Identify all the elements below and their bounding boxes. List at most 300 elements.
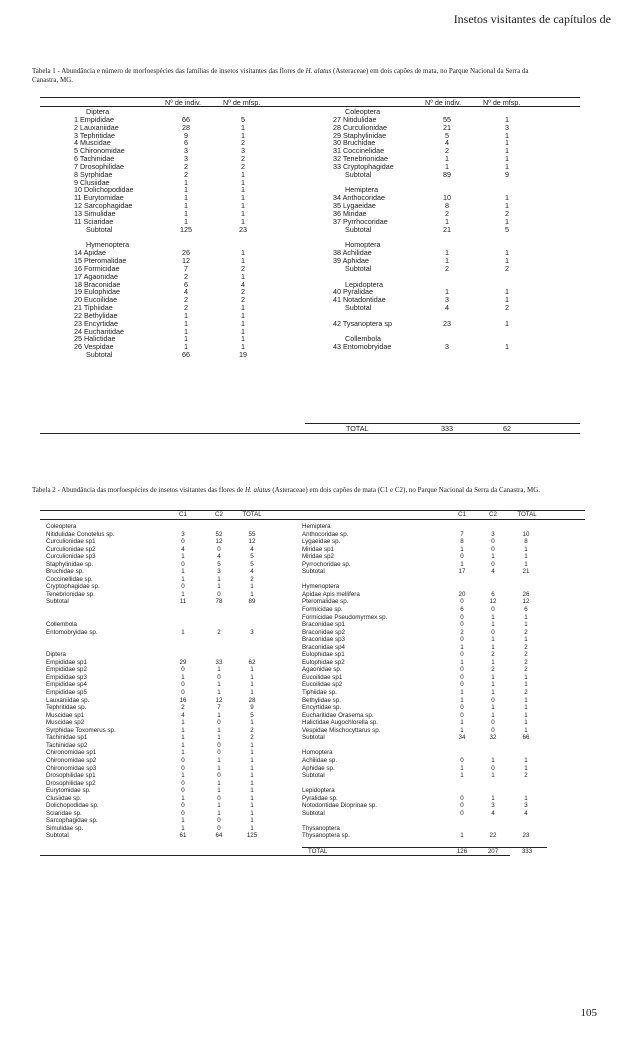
total-count: 1	[250, 809, 254, 817]
species-name: Entomobryidae sp.	[46, 628, 98, 636]
c2-count: 1	[217, 689, 221, 697]
table2-row	[46, 591, 276, 599]
table1-subtotal-row	[333, 304, 580, 312]
species-name: Nitidulidae Conotelus sp.	[46, 530, 115, 538]
individuals-count: 1	[184, 193, 188, 203]
morphospecies-count: 1	[241, 185, 245, 195]
c2-count: 1	[217, 764, 221, 772]
c2-count: 1	[217, 666, 221, 674]
individuals-count: 3	[445, 295, 449, 305]
table2-row	[46, 749, 276, 757]
table2-row	[46, 704, 276, 712]
total-count: 2	[250, 575, 254, 583]
table2-row	[302, 817, 585, 825]
species-name: Aphidae sp.	[302, 764, 335, 772]
c1-count: 2	[181, 704, 185, 712]
table2-row	[46, 795, 276, 803]
family-name: 43 Entomobryidae	[333, 342, 392, 352]
species-name: Collembola	[46, 621, 77, 629]
family-name: 31 Coccinelidae	[333, 146, 385, 156]
total-count: 5	[250, 560, 254, 568]
family-name: 1 Empididae	[74, 114, 114, 124]
species-name: Tephritidae sp.	[46, 704, 87, 712]
c2-count: 0	[217, 673, 221, 681]
species-name: Eucoilidae sp1	[302, 673, 343, 681]
individuals-count: 21	[443, 224, 451, 234]
table2-subtotal-row	[302, 734, 585, 742]
c1-count: 0	[460, 802, 464, 810]
table2-row	[302, 674, 585, 682]
morphospecies-count: 1	[241, 201, 245, 211]
morphospecies-count: 2	[505, 263, 509, 273]
species-name: Drosophilidae sp2	[46, 779, 96, 787]
morphospecies-count: 2	[241, 263, 245, 273]
individuals-count: 1	[445, 161, 449, 171]
individuals-count: 23	[443, 318, 451, 328]
table2-row	[302, 538, 585, 546]
table2-row	[302, 825, 585, 833]
c1-count: 1	[460, 689, 464, 697]
individuals-count: 1	[184, 342, 188, 352]
morphospecies-count: 1	[505, 130, 509, 140]
c2-count: 78	[215, 598, 223, 606]
c1-count: 1	[181, 553, 185, 561]
table2-row	[302, 681, 585, 689]
morphospecies-count: 1	[241, 334, 245, 344]
table2-row	[302, 651, 585, 659]
table2-row	[46, 666, 276, 674]
morphospecies-count: 1	[241, 303, 245, 313]
species-name: Simulidae sp.	[46, 824, 84, 832]
table2-row	[302, 802, 585, 810]
family-name: 17 Agaonidae	[74, 271, 118, 281]
c1-count: 0	[460, 704, 464, 712]
page-number: 105	[580, 1007, 597, 1019]
species-name: Drosophilidae sp1	[46, 772, 96, 780]
species-name: Apidae Apis mellifera	[302, 590, 360, 598]
family-name: 7 Drosophilidae	[74, 161, 124, 171]
individuals-count: 66	[182, 114, 190, 124]
table2-row	[302, 523, 585, 531]
species-name: Hymenoptera	[302, 583, 340, 591]
total-count: 4	[524, 809, 528, 817]
c1-count: 0	[181, 779, 185, 787]
species-name: Diptera	[46, 651, 66, 659]
species-name: Clusiidae sp.	[46, 794, 82, 802]
species-name: Empididae sp4	[46, 681, 87, 689]
total-count: 1	[250, 802, 254, 810]
individuals-count: 2	[184, 169, 188, 179]
family-name: 21 Tiphiidae	[74, 303, 113, 313]
c2-count: 2	[217, 628, 221, 636]
c1-count: 1	[181, 590, 185, 598]
c2-count: 1	[217, 711, 221, 719]
table1-caption-text-b: (Asteraceae) em dois capões de mata, no Parque Nacional da Serra da Canastra, MG.	[32, 67, 529, 84]
table2-row	[46, 727, 276, 735]
morphospecies-count: 2	[241, 138, 245, 148]
total-count: 1	[250, 749, 254, 757]
c1-count: 0	[181, 666, 185, 674]
individuals-count: 6	[184, 279, 188, 289]
table1-row	[333, 320, 580, 328]
table2-row	[302, 591, 585, 599]
table1-header-rule	[40, 106, 580, 107]
total-count: 1	[524, 764, 528, 772]
family-name: 11 Sciaridae	[74, 216, 114, 226]
table2-row	[302, 644, 585, 652]
table2-row	[302, 621, 585, 629]
table2-row	[302, 531, 585, 539]
individuals-count: 2	[445, 263, 449, 273]
total-count: 6	[524, 606, 528, 614]
table2-row	[46, 629, 276, 637]
table1-subtotal-row	[333, 171, 580, 179]
c2-count: 1	[217, 726, 221, 734]
table2-row	[46, 606, 276, 614]
c1-count: 17	[458, 568, 466, 576]
total-count: 10	[522, 530, 530, 538]
c2-count: 1	[217, 734, 221, 742]
table2-header-c1-right: C1	[458, 511, 466, 518]
table2-caption-text-b: (Asteraceae) em dois capões de mata (C1 e C2), no Parque Nacional da Serra da Canastra, MG.	[272, 486, 541, 494]
c2-count: 1	[491, 772, 495, 780]
table2-row	[46, 659, 276, 667]
morphospecies-count: 1	[505, 138, 509, 148]
c1-count: 1	[181, 726, 185, 734]
family-name: Subtotal	[345, 263, 372, 273]
family-name: 8 Syrphidae	[74, 169, 113, 179]
family-name: 3 Tephritidae	[74, 130, 116, 140]
species-name: Tachinidae sp2	[46, 741, 88, 749]
c2-count: 0	[491, 538, 495, 546]
species-name: Agaonidae sp.	[302, 666, 342, 674]
table2-total-all: 333	[521, 848, 533, 855]
table1-right-column	[333, 108, 580, 351]
species-name: Thysanoptera	[302, 824, 340, 832]
table1-caption-text-a: Tabela 1 - Abundância e número de morfoespécies das famílias de insetos visitantes das flores de	[32, 67, 304, 75]
table2-row	[46, 523, 276, 531]
c1-count: 0	[460, 711, 464, 719]
c1-count: 11	[179, 598, 187, 606]
table1-header-mfsp-right: Nº de mfsp.	[483, 98, 521, 107]
species-name: Miridae sp1	[302, 545, 334, 553]
individuals-count: 21	[443, 122, 451, 132]
individuals-count: 8	[445, 201, 449, 211]
family-name: Lepidoptera	[345, 279, 383, 289]
table2-row	[46, 765, 276, 773]
family-name: 26 Vespidae	[74, 342, 114, 352]
c2-count: 1	[491, 621, 495, 629]
table2-row	[46, 583, 276, 591]
total-count: 125	[246, 832, 258, 840]
total-count: 1	[524, 560, 528, 568]
c2-count: 2	[491, 651, 495, 659]
total-count: 1	[250, 756, 254, 764]
morphospecies-count: 1	[505, 193, 509, 203]
table2-row	[46, 553, 276, 561]
table2-row	[46, 546, 276, 554]
total-count: 2	[524, 666, 528, 674]
table2-bottom-rule	[40, 855, 510, 856]
species-name: Muscidae sp1	[46, 711, 85, 719]
species-name: Achilidae sp.	[302, 756, 338, 764]
total-count: 1	[250, 689, 254, 697]
total-count: 2	[524, 643, 528, 651]
table2-row	[302, 689, 585, 697]
table2-row	[302, 583, 585, 591]
morphospecies-count: 1	[241, 248, 245, 258]
table2-row	[46, 817, 276, 825]
total-count: 1	[524, 613, 528, 621]
species-name: Empididae sp5	[46, 689, 87, 697]
c1-count: 1	[181, 824, 185, 832]
family-name: Diptera	[86, 107, 110, 116]
morphospecies-count: 1	[241, 130, 245, 140]
c2-count: 1	[217, 802, 221, 810]
individuals-count: 3	[184, 154, 188, 164]
c2-count: 4	[491, 568, 495, 576]
table2-row	[302, 712, 585, 720]
morphospecies-count: 1	[505, 295, 509, 305]
table2-header-c2-left: C2	[215, 511, 223, 518]
table2-row	[46, 734, 276, 742]
table2-subtotal-row	[302, 772, 585, 780]
individuals-count: 125	[180, 224, 192, 234]
family-name: 28 Curculionidae	[333, 122, 387, 132]
c1-count: 6	[460, 606, 464, 614]
c1-count: 1	[460, 719, 464, 727]
c2-count: 1	[217, 756, 221, 764]
c2-count: 1	[491, 711, 495, 719]
table1-subtotal-row	[74, 226, 304, 234]
total-count: 5	[250, 711, 254, 719]
c1-count: 0	[181, 756, 185, 764]
individuals-count: 4	[445, 303, 449, 313]
species-name: Cryptophagidae sp.	[46, 583, 100, 591]
species-name: Eucharitidae Orasema sp.	[302, 711, 374, 719]
species-name: Curculionidae sp2	[46, 545, 96, 553]
c2-count: 1	[217, 681, 221, 689]
morphospecies-count: 1	[505, 287, 509, 297]
total-count: 2	[524, 658, 528, 666]
c1-count: 1	[181, 719, 185, 727]
morphospecies-count: 1	[241, 256, 245, 266]
c1-count: 1	[460, 726, 464, 734]
table1-row	[333, 249, 580, 257]
table2-row	[46, 780, 276, 788]
c1-count: 29	[179, 658, 187, 666]
individuals-count: 1	[445, 256, 449, 266]
c1-count: 20	[458, 590, 466, 598]
table2-row	[302, 561, 585, 569]
species-name: Tiphiidae sp.	[302, 689, 337, 697]
species-name: Pyrrochoridae sp.	[302, 560, 351, 568]
c1-count: 16	[179, 696, 187, 704]
morphospecies-count: 1	[241, 208, 245, 218]
species-name: Chironomidae sp3	[46, 764, 97, 772]
c2-count: 1	[491, 794, 495, 802]
c2-count: 1	[491, 704, 495, 712]
total-count: 1	[524, 794, 528, 802]
family-name: 35 Lygaeidae	[333, 201, 376, 211]
c1-count: 1	[181, 673, 185, 681]
species-name: Homoptera	[302, 749, 333, 757]
species-name: Subtotal	[302, 568, 325, 576]
species-name: Empididae sp2	[46, 666, 87, 674]
c2-count: 1	[217, 779, 221, 787]
c2-count: 4	[491, 809, 495, 817]
family-name: 30 Bruchidae	[333, 138, 376, 148]
table2-row	[46, 681, 276, 689]
table1-total-label: TOTAL	[346, 424, 369, 433]
c2-count: 0	[217, 545, 221, 553]
family-name: 42 Tysanoptera sp	[333, 318, 393, 328]
family-name: 4 Muscidae	[74, 138, 111, 148]
total-count: 1	[524, 756, 528, 764]
species-name: Formicidae Pseudomyrmex sp.	[302, 613, 388, 621]
c2-count: 0	[491, 628, 495, 636]
c2-count: 0	[491, 719, 495, 727]
individuals-count: 5	[445, 130, 449, 140]
morphospecies-count: 1	[241, 193, 245, 203]
table2-header-c2-right: C2	[489, 511, 497, 518]
species-name: Muscidae sp2	[46, 719, 85, 727]
morphospecies-count: 1	[241, 326, 245, 336]
c2-count: 12	[489, 598, 497, 606]
total-count: 23	[522, 832, 530, 840]
total-count: 1	[250, 681, 254, 689]
family-name: 40 Pyralidae	[333, 287, 373, 297]
total-count: 89	[248, 598, 256, 606]
morphospecies-count: 1	[505, 256, 509, 266]
table2-row	[302, 636, 585, 644]
individuals-count: 1	[184, 201, 188, 211]
family-name: 9 Clusiidae	[74, 177, 110, 187]
species-name: Braconidae sp4	[302, 643, 345, 651]
species-name: Tachinidae sp1	[46, 734, 88, 742]
table1-bottom-rule	[40, 433, 580, 434]
c2-count: 12	[215, 696, 223, 704]
morphospecies-count: 9	[505, 169, 509, 179]
table2-row	[46, 576, 276, 584]
morphospecies-count: 2	[241, 295, 245, 305]
c2-count: 1	[491, 673, 495, 681]
table2-row	[302, 629, 585, 637]
species-name: Subtotal	[302, 772, 325, 780]
table1-subtotal-row	[333, 226, 580, 234]
c2-count: 64	[215, 832, 223, 840]
species-name: Chironomidae sp2	[46, 756, 97, 764]
c1-count: 4	[181, 545, 185, 553]
family-name: 29 Staphylinidae	[333, 130, 387, 140]
c1-count: 0	[460, 598, 464, 606]
c2-count: 1	[491, 689, 495, 697]
species-name: Encyrtidae sp.	[302, 704, 342, 712]
total-count: 1	[250, 764, 254, 772]
total-count: 1	[524, 726, 528, 734]
species-name: Sarcophagidae sp.	[46, 817, 98, 825]
table2-header-total-left: TOTAL	[242, 511, 262, 518]
c2-count: 22	[489, 832, 497, 840]
morphospecies-count: 19	[239, 350, 247, 360]
individuals-count: 6	[184, 138, 188, 148]
family-name: 39 Aphidae	[333, 256, 369, 266]
family-name: 24 Eucharitidae	[74, 326, 124, 336]
c1-count: 1	[181, 628, 185, 636]
table2-row	[46, 538, 276, 546]
table2-row	[46, 697, 276, 705]
table2-row	[302, 719, 585, 727]
table2-row	[302, 832, 585, 840]
total-count: 1	[524, 636, 528, 644]
c2-count: 1	[491, 636, 495, 644]
species-name: Sciaridae sp.	[46, 809, 82, 817]
c2-count: 6	[491, 590, 495, 598]
c1-count: 0	[460, 636, 464, 644]
morphospecies-count: 2	[505, 208, 509, 218]
c1-count: 0	[460, 666, 464, 674]
total-count: 1	[250, 673, 254, 681]
species-name: Eulophidae sp2	[302, 658, 345, 666]
species-name: Lepidoptera	[302, 787, 335, 795]
table2-row	[302, 598, 585, 606]
individuals-count: 9	[184, 130, 188, 140]
species-name: Lauxaniidae sp.	[46, 696, 90, 704]
c1-count: 0	[460, 621, 464, 629]
morphospecies-count: 1	[505, 154, 509, 164]
family-name: 25 Halictidae	[74, 334, 116, 344]
table2-row	[302, 606, 585, 614]
family-name: Subtotal	[345, 169, 372, 179]
total-count: 1	[250, 772, 254, 780]
total-count: 1	[524, 719, 528, 727]
individuals-count: 2	[445, 208, 449, 218]
family-name: 16 Formicidae	[74, 263, 120, 273]
species-name: Dolichopodidae sp.	[46, 802, 99, 810]
morphospecies-count: 5	[505, 224, 509, 234]
c1-count: 1	[181, 772, 185, 780]
total-count: 1	[250, 666, 254, 674]
species-name: Empididae sp3	[46, 673, 87, 681]
species-name: Subtotal	[302, 809, 325, 817]
total-count: 1	[250, 583, 254, 591]
family-name: 20 Eucoilidae	[74, 295, 118, 305]
total-count: 1	[524, 545, 528, 553]
table2-row	[302, 704, 585, 712]
species-name: Notodontidae Dioprinae sp.	[302, 802, 377, 810]
c1-count: 0	[181, 560, 185, 568]
c2-count: 1	[491, 658, 495, 666]
table2-row	[302, 749, 585, 757]
morphospecies-count: 1	[241, 318, 245, 328]
table1-row	[333, 343, 580, 351]
total-count: 1	[250, 779, 254, 787]
family-name: 37 Pyrrhocoridae	[333, 216, 388, 226]
c1-count: 1	[460, 643, 464, 651]
table2-row	[46, 561, 276, 569]
morphospecies-count: 1	[505, 114, 509, 124]
species-name: Lygaeidae sp.	[302, 538, 341, 546]
species-name: Braconidae sp2	[302, 628, 345, 636]
c2-count: 33	[215, 658, 223, 666]
family-name: Hymenoptera	[86, 240, 130, 250]
table2-total-c2: 207	[487, 848, 499, 855]
table2-row	[302, 614, 585, 622]
species-name: Bethylidae sp.	[302, 696, 341, 704]
total-count: 12	[522, 598, 530, 606]
individuals-count: 2	[445, 146, 449, 156]
family-name: 41 Notadontidae	[333, 295, 386, 305]
